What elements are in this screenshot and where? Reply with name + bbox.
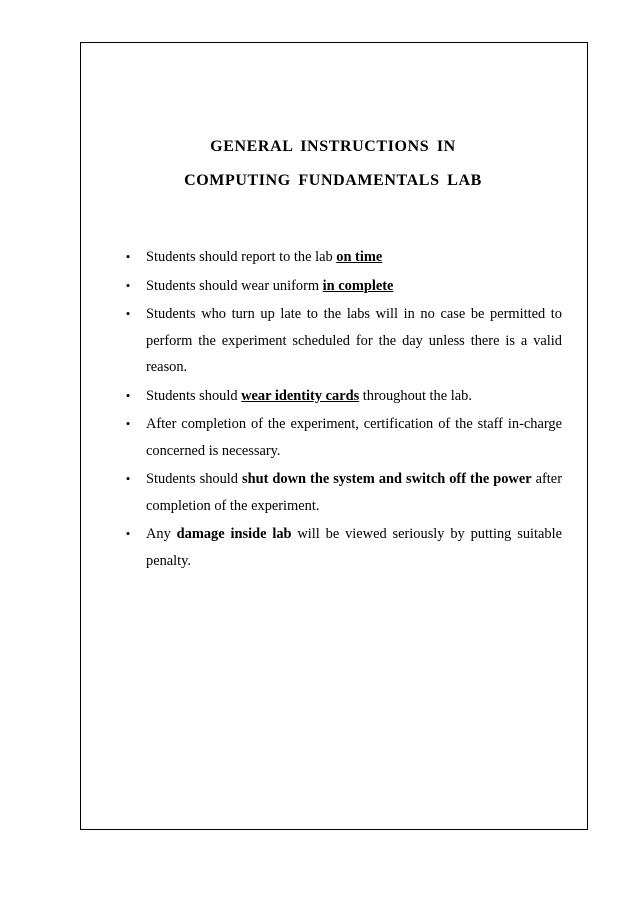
instruction-text: Students should xyxy=(146,387,242,404)
list-item xyxy=(122,411,562,464)
instruction-text: Students should report to the lab xyxy=(146,249,337,265)
list-item xyxy=(122,273,562,300)
instruction-text-tail: after completion of the experiment. xyxy=(146,471,562,514)
instruction-emphasis: on time xyxy=(336,249,383,265)
instruction-text-tail: will be viewed seriously by putting suitable penalty. xyxy=(146,526,562,569)
bullet-icon: • xyxy=(125,306,131,321)
instruction-emphasis: shut down the system and switch off the power xyxy=(242,471,532,487)
instruction-text: Students should wear uniform xyxy=(146,277,323,294)
bullet-icon: • xyxy=(125,526,131,541)
instruction-emphasis: damage inside lab xyxy=(176,526,292,542)
instruction-emphasis: in complete xyxy=(322,277,394,294)
bullet-icon: • xyxy=(125,277,131,293)
bullet-icon: • xyxy=(125,387,131,403)
instruction-text: Students should xyxy=(146,471,242,487)
instruction-emphasis: wear identity cards xyxy=(241,387,360,404)
instruction-text: Students who turn up late to the labs will in no case be permitted to perform the experiment scheduled for the day unless there is a valid reason. xyxy=(146,306,562,375)
bullet-icon: • xyxy=(125,471,131,486)
page-title-line-1: GENERAL INSTRUCTIONS IN xyxy=(210,138,456,155)
instruction-text-tail: throughout the lab. xyxy=(359,387,472,404)
bullet-icon: • xyxy=(125,249,131,264)
instructions-list xyxy=(122,244,562,576)
list-item xyxy=(122,521,562,574)
instruction-text: After completion of the experiment, certification of the staff in-charge concerned is necessary. xyxy=(146,416,562,459)
list-item xyxy=(122,383,562,410)
list-item xyxy=(122,301,562,381)
bullet-icon: • xyxy=(125,416,131,431)
instruction-text: Any xyxy=(146,526,177,542)
list-item xyxy=(122,244,562,271)
page-title-line-2: COMPUTING FUNDAMENTALS LAB xyxy=(184,172,482,189)
list-item xyxy=(122,466,562,519)
